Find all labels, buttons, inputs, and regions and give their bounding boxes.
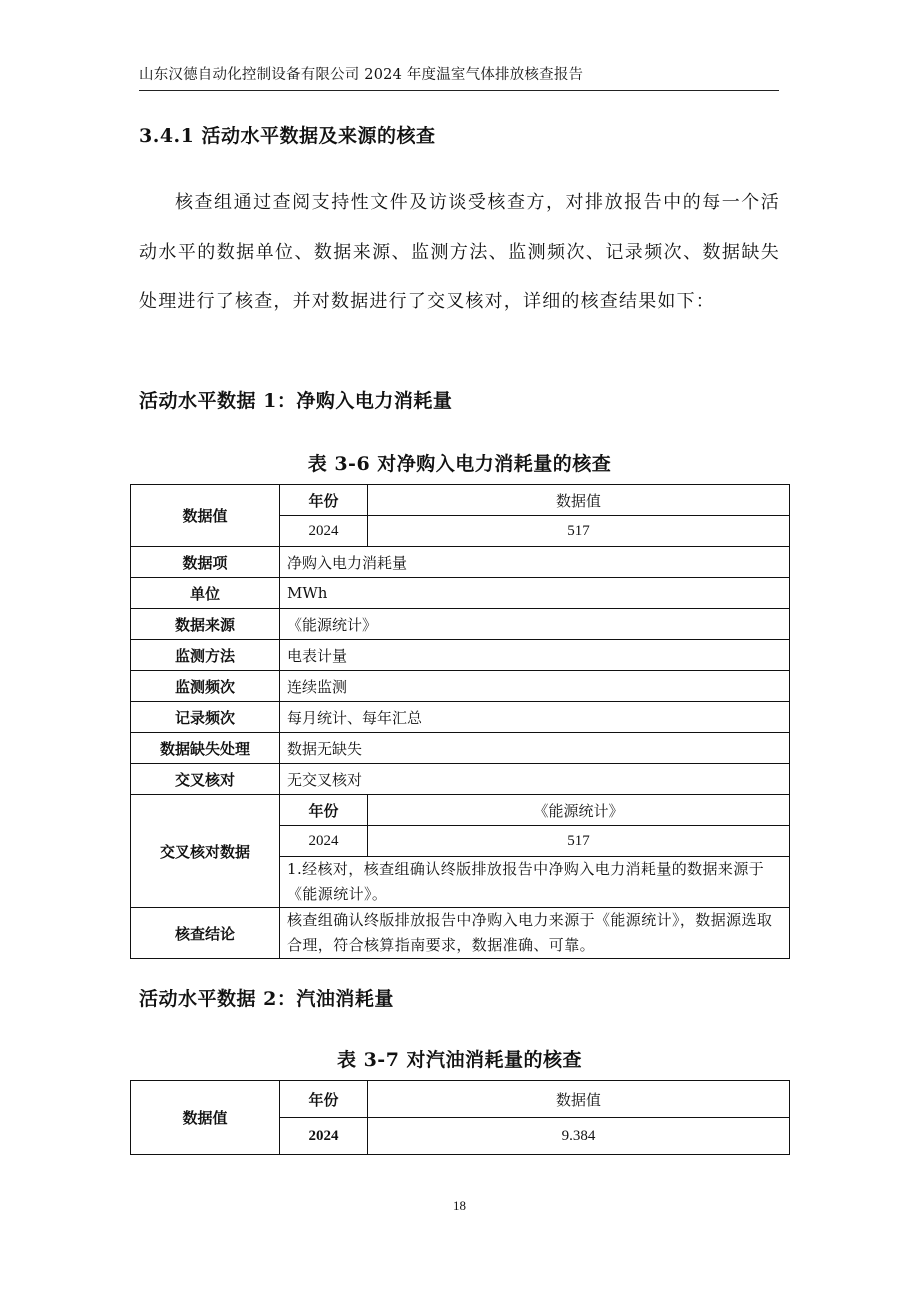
page-header: 山东汉德自动化控制设备有限公司 2024 年度温室气体排放核查报告 — [139, 63, 779, 91]
record-value: 每月统计、每年汇总 — [280, 702, 790, 733]
table-3-7 — [130, 1080, 790, 1155]
table-3-6 — [130, 484, 790, 959]
cross-note: 1.经核对，核查组确认终版排放报告中净购入电力消耗量的数据来源于《能源统计》。 — [280, 857, 790, 908]
data-value-label-2: 数据值 — [131, 1081, 280, 1155]
conclusion-value: 核查组确认终版排放报告中净购入电力来源于《能源统计》，数据源选取合理，符合核算指南要求，数据准确、可靠。 — [280, 908, 790, 959]
intro-paragraph: 核查组通过查阅支持性文件及访谈受核查方，对排放报告中的每一个活动水平的数据单位、数据来源、监测方法、监测频次、记录频次、数据缺失处理进行了核查，并对数据进行了交叉核对，详细的核查结果如下： — [139, 192, 780, 312]
frequency-value: 连续监测 — [280, 671, 790, 702]
source-value: 《能源统计》 — [280, 609, 790, 640]
method-value: 电表计量 — [280, 640, 790, 671]
cross-check-value: 无交叉核对 — [280, 764, 790, 795]
page-number: 18 — [453, 1198, 466, 1213]
missing-value: 数据无缺失 — [280, 733, 790, 764]
data-value-label: 数据值 — [131, 485, 280, 547]
missing-label: 数据缺失处理 — [131, 733, 280, 764]
cross-data-label: 交叉核对数据 — [131, 795, 280, 908]
year-cell-2: 2024 — [280, 1118, 368, 1155]
section-heading: 3.4.1 活动水平数据及来源的核查 — [139, 125, 436, 147]
year-header-2: 年份 — [280, 1081, 368, 1118]
unit-value: MWh — [280, 578, 790, 609]
item-label: 数据项 — [131, 547, 280, 578]
year-header: 年份 — [280, 485, 368, 516]
value-cell-2: 9.384 — [368, 1118, 790, 1155]
activity-1-heading: 活动水平数据 1：净购入电力消耗量 — [139, 390, 453, 412]
table-3-6-caption: 表 3-6 对净购入电力消耗量的核查 — [307, 453, 612, 475]
cross-year-header: 年份 — [280, 795, 368, 826]
unit-label: 单位 — [131, 578, 280, 609]
cross-check-label: 交叉核对 — [131, 764, 280, 795]
activity-2-heading: 活动水平数据 2：汽油消耗量 — [139, 988, 394, 1010]
conclusion-label: 核查结论 — [131, 908, 280, 959]
table-3-7-caption: 表 3-7 对汽油消耗量的核查 — [336, 1049, 583, 1071]
value-header-2: 数据值 — [368, 1081, 790, 1118]
item-value: 净购入电力消耗量 — [280, 547, 790, 578]
method-label: 监测方法 — [131, 640, 280, 671]
frequency-label: 监测频次 — [131, 671, 280, 702]
cross-year-cell: 2024 — [280, 826, 368, 857]
record-label: 记录频次 — [131, 702, 280, 733]
source-label: 数据来源 — [131, 609, 280, 640]
value-header: 数据值 — [368, 485, 790, 516]
year-cell: 2024 — [280, 516, 368, 547]
value-cell: 517 — [368, 516, 790, 547]
cross-value-cell: 517 — [368, 826, 790, 857]
cross-source-header: 《能源统计》 — [368, 795, 790, 826]
